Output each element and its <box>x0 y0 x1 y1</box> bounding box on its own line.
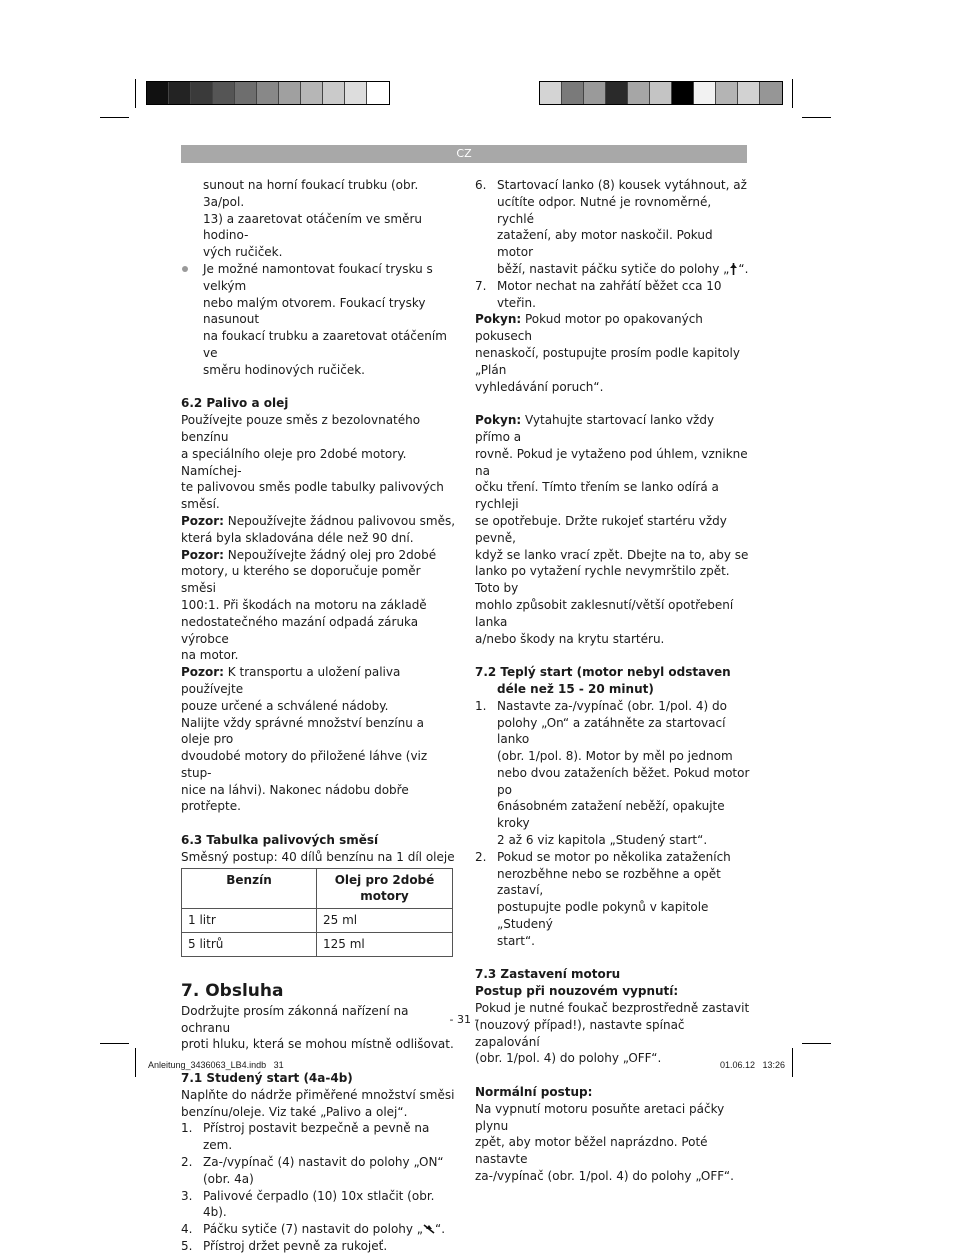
color-calibration-bar-left <box>146 81 390 105</box>
table-row <box>182 909 453 933</box>
text-line: dvoudobé motory do přiložené láhve (viz stup- <box>181 749 428 780</box>
color-swatch <box>301 82 323 104</box>
language-label: CZ <box>456 147 472 160</box>
text-line: nebo dvou zataženích běžet. Pokud motor po <box>497 765 750 797</box>
text-line <box>181 513 456 530</box>
color-swatch <box>584 82 606 104</box>
text-line: Přístroj držet pevně za rukojeť. <box>203 1239 388 1254</box>
text-span: běží, nastavit páčku sytiče do polohy „ <box>497 261 730 276</box>
crop-mark <box>802 1043 831 1044</box>
text-line: Naplňte do nádrže přiměřené množství směsi <box>181 1087 455 1102</box>
page-number: - 31 - <box>449 1013 479 1026</box>
text-span: Páčku sytiče (7) nastavit do polohy „ <box>203 1222 424 1237</box>
subheading-normal: Normální postup: <box>475 1085 593 1100</box>
text-line: a/nebo škody na krytu startéru. <box>475 631 665 646</box>
date-info: 01.06.12 13:26 <box>719 1060 785 1070</box>
warning-label: Pozor: <box>181 665 224 680</box>
text-line: nebo malým otvorem. Foukací trysky nasunout <box>203 295 426 327</box>
text-line: Palivové čerpadlo (10) 10x stlačit (obr. 4b). <box>203 1188 435 1220</box>
text-line: (nouzový případ!), nastavte spínač zapalování <box>475 1017 685 1049</box>
text-line: mohlo způsobit zaklesnutí/větší opotřebení lanka <box>475 597 734 629</box>
color-swatch <box>191 82 213 104</box>
table-cell: 25 ml <box>317 909 453 933</box>
text-line: vých ručiček. <box>203 245 283 260</box>
text-span: Pokud motor po opakovaných pokusech <box>475 312 703 344</box>
intro-continuation <box>181 177 456 261</box>
subheading-emergency: Postup při nouzovém vypnutí: <box>475 984 679 999</box>
color-swatch <box>562 82 584 104</box>
step-item <box>475 849 750 950</box>
text-span: “. <box>435 1222 446 1237</box>
text-line: (obr. 1/pol. 8). Motor by měl po jednom <box>497 749 733 764</box>
text-line: na motor. <box>181 648 239 663</box>
warning-label: Pozor: <box>181 513 224 528</box>
step-item <box>181 1154 456 1188</box>
color-swatch <box>147 82 169 104</box>
text-line: nedostatečného mazání odpadá záruka výrobce <box>181 614 419 646</box>
warning-label: Pozor: <box>181 547 224 562</box>
text-line: Je možné namontovat foukací trysku s velkým <box>203 261 433 293</box>
text-span: Nepoužívejte žádný olej pro 2dobé <box>223 547 437 562</box>
step-item <box>475 698 750 849</box>
text-line: vyhledávání poruch“. <box>475 379 604 394</box>
section-heading-7-2: 7.2 Teplý start (motor nebyl odstaven <box>475 665 731 680</box>
step-number: 6. <box>475 178 487 192</box>
text-span: Nepoužívejte žádnou palivovou směs, <box>223 513 456 528</box>
crop-mark <box>100 1043 129 1044</box>
text-line: nice na láhvi). Nakonec nádobu dobře protřepte. <box>181 782 409 814</box>
color-swatch <box>323 82 345 104</box>
section-heading-6-3: 6.3 Tabulka palivových směsí <box>181 833 379 848</box>
text-line <box>497 261 750 278</box>
text-line: Směsný postup: 40 dílů benzínu na 1 díl oleje <box>181 849 455 864</box>
bullet-icon <box>182 266 188 272</box>
text-line: rovně. Pokud je vytaženo pod úhlem, vznikne na <box>475 446 748 478</box>
step-item <box>181 1188 456 1222</box>
section-heading-7-3: 7.3 Zastavení motoru <box>475 967 621 982</box>
table-header-cell: Olej pro 2dobé motory <box>317 868 453 909</box>
text-line: nenaskočí, postupujte prosím podle kapitoly „Plán <box>475 345 740 377</box>
text-line: nerozběhne nebo se rozběhne a opět zastaví, <box>497 866 721 898</box>
table-cell: 1 litr <box>182 909 317 933</box>
text-line: start“. <box>497 933 535 948</box>
text-line: 100:1. Při škodách na motoru na základě <box>181 597 427 612</box>
color-swatch <box>650 82 672 104</box>
step-number: 7. <box>475 278 487 293</box>
step-number: 2. <box>475 849 487 864</box>
text-line: pouze určené a schválené nádoby. <box>181 698 389 713</box>
color-swatch <box>213 82 235 104</box>
text-line <box>181 664 456 698</box>
fuel-mix-table <box>181 868 453 957</box>
text-line: Startovací lanko (8) kousek vytáhnout, až <box>497 178 747 192</box>
crop-mark <box>792 1048 793 1077</box>
text-line: která byla skladována déle než 90 dní. <box>181 530 414 545</box>
text-span: K transportu a uložení paliva používejte <box>181 665 401 696</box>
color-swatch <box>672 82 694 104</box>
step-number: 1. <box>475 698 487 713</box>
step-item <box>181 1238 456 1255</box>
color-swatch <box>540 82 562 104</box>
text-line: Motor nechat na zahřátí běžet cca 10 vteřin. <box>497 278 722 310</box>
choke-closed-icon <box>423 1224 435 1234</box>
text-line <box>181 547 456 564</box>
color-swatch <box>694 82 716 104</box>
crop-mark <box>792 79 793 108</box>
color-swatch <box>279 82 301 104</box>
note-label: Pokyn: <box>475 413 522 428</box>
text-line <box>203 1221 456 1238</box>
text-line: a speciálního oleje pro 2dobé motory. Namíchej- <box>181 446 407 478</box>
text-line: Nastavte za-/vypínač (obr. 1/pol. 4) do <box>497 698 727 713</box>
text-line: zatažení, aby motor naskočil. Pokud motor <box>497 228 713 260</box>
step-number: 5. <box>181 1239 193 1254</box>
text-line: 13) a zaaretovat otáčením ve směru hodino- <box>203 211 422 243</box>
text-span: Vytahujte startovací lanko vždy přímo a <box>475 413 715 444</box>
table-cell: 5 litrů <box>182 933 317 957</box>
step-number: 3. <box>181 1188 193 1203</box>
color-swatch <box>235 82 257 104</box>
text-line: Za-/vypínač (4) nastavit do polohy „ON“ <box>203 1155 444 1170</box>
color-swatch <box>257 82 279 104</box>
text-line: (obr. 4a) <box>203 1171 254 1186</box>
crop-mark <box>802 117 831 118</box>
section-heading-7-2-cont: déle než 15 - 20 minut) <box>497 681 654 696</box>
color-swatch <box>345 82 367 104</box>
table-header-row <box>182 868 453 909</box>
file-info: Anleitung_3436063_LB4.indb 31 <box>148 1060 284 1070</box>
color-swatch <box>169 82 191 104</box>
text-line <box>475 311 750 345</box>
chapter-heading: 7. Obsluha <box>181 980 284 1001</box>
text-line: směru hodinových ručiček. <box>203 362 365 377</box>
text-line: postupujte podle pokynů v kapitole „Studený <box>497 900 709 932</box>
crop-mark <box>135 79 136 108</box>
text-line: když se lanko vrací zpět. Dbejte na to, aby se <box>475 547 749 562</box>
crop-mark <box>100 117 129 118</box>
text-line: te palivovou směs podle tabulky palivových směsí. <box>181 480 444 512</box>
text-line: sunout na horní foukací trubku (obr. 3a/pol. <box>203 178 419 209</box>
language-header-bar <box>181 145 747 163</box>
text-line: Nalijte vždy správné množství benzínu a oleje pro <box>181 715 424 747</box>
text-line: polohy „On“ a zatáhněte za startovací lanko <box>497 715 726 747</box>
step-item <box>181 1120 456 1154</box>
text-line: (obr. 1/pol. 4) do polohy „OFF“. <box>475 1051 662 1066</box>
text-line <box>475 412 750 446</box>
text-line: Přístroj postavit bezpečně a pevně na zem. <box>203 1121 430 1153</box>
text-line: ucítíte odpor. Nutné je rovnoměrné, rychlé <box>497 194 712 226</box>
section-heading-6-2: 6.2 Palivo a olej <box>181 396 289 411</box>
text-line: motory, u kterého se doporučuje poměr směsi <box>181 564 421 596</box>
text-line: 2 až 6 viz kapitola „Studený start“. <box>497 833 708 848</box>
text-line: na foukací trubku a zaaretovat otáčením ve <box>203 329 447 360</box>
table-cell: 125 ml <box>317 933 453 957</box>
text-line: zpět, aby motor běžel naprázdno. Poté nastavte <box>475 1135 708 1167</box>
text-line: Používejte pouze směs z bezolovnatého benzínu <box>181 413 421 444</box>
table-row <box>182 933 453 957</box>
color-swatch <box>716 82 738 104</box>
text-line: očku tření. Tímto třením se lanko odírá a rychleji <box>475 480 719 512</box>
color-swatch <box>628 82 650 104</box>
crop-mark <box>135 1048 136 1077</box>
color-swatch <box>738 82 760 104</box>
note-label: Pokyn: <box>475 312 522 327</box>
color-calibration-bar-right <box>539 81 783 105</box>
text-line: 6násobném zatažení neběží, opakujte kroky <box>497 799 725 831</box>
step-item <box>181 1221 456 1238</box>
text-line: Pokud je nutné foukač bezprostředně zastavit <box>475 1001 750 1016</box>
step-item <box>475 177 750 278</box>
color-swatch <box>760 82 782 104</box>
text-span: “. <box>738 261 749 276</box>
step-item <box>475 278 750 312</box>
text-line: Dodržujte prosím zákonná nařízení na ochranu <box>181 1003 409 1035</box>
section-heading-7-1: 7.1 Studený start (4a-4b) <box>181 1071 353 1086</box>
color-swatch <box>367 82 389 104</box>
table-header-cell: Benzín <box>182 868 317 909</box>
text-line: lanko po vytažení rychle nevymrštilo zpět. Toto by <box>475 564 730 596</box>
step-number: 2. <box>181 1155 193 1170</box>
left-column <box>181 177 456 1255</box>
step-number: 4. <box>181 1222 193 1237</box>
text-line: Na vypnutí motoru posuňte aretaci páčky plynu <box>475 1101 725 1133</box>
text-line: za-/vypínač (obr. 1/pol. 4) do polohy „OFF“. <box>475 1169 734 1184</box>
step-number: 1. <box>181 1121 193 1136</box>
text-line: Pokud se motor po několika zataženích <box>497 849 731 864</box>
text-line: proti hluku, která se mohou místně odlišovat. <box>181 1037 454 1052</box>
text-line: benzínu/oleje. Viz také „Palivo a olej“. <box>181 1104 408 1119</box>
bullet-item <box>181 261 456 379</box>
color-swatch <box>606 82 628 104</box>
text-line: se opotřebuje. Držte rukojeť startéru vždy pevně, <box>475 513 727 545</box>
right-column <box>475 177 750 1185</box>
